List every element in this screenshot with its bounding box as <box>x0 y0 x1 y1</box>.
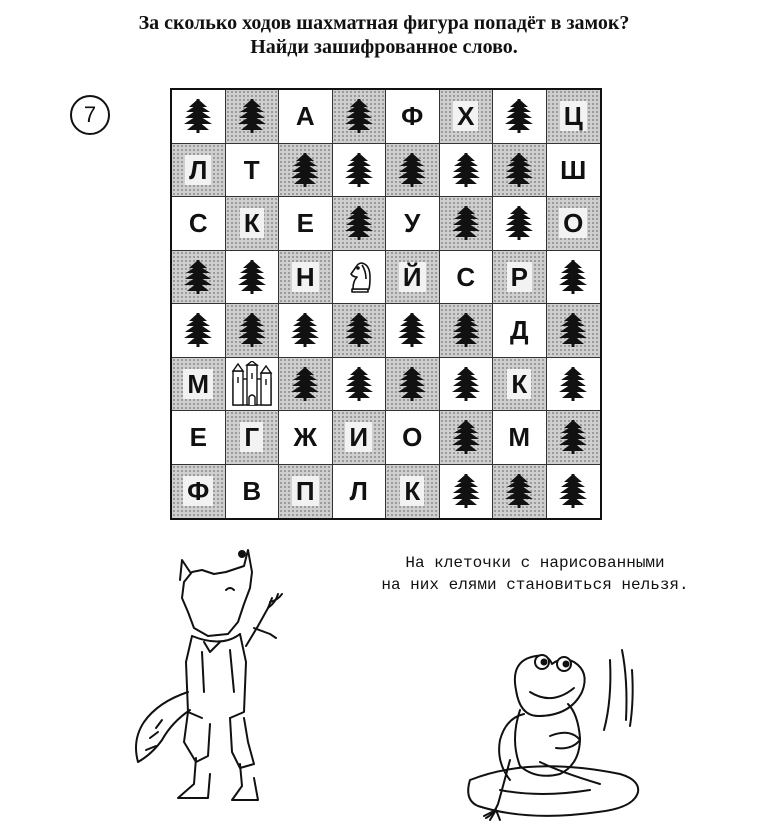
board-cell-tree <box>333 90 387 144</box>
board-cell-letter <box>440 251 494 305</box>
fir-tree-icon <box>502 204 536 242</box>
board-cell-letter <box>226 465 280 519</box>
fir-tree-icon <box>502 472 536 510</box>
fir-tree-icon <box>556 258 590 296</box>
fir-tree-icon <box>502 97 536 135</box>
cell-letter: Й <box>399 262 426 292</box>
board-cell-tree <box>547 465 601 519</box>
fox-illustration <box>130 542 310 827</box>
board-cell-letter <box>279 90 333 144</box>
board-cell-tree <box>386 144 440 198</box>
fir-tree-icon <box>556 418 590 456</box>
board-cell-tree <box>333 358 387 412</box>
fir-tree-icon <box>395 151 429 189</box>
fir-tree-icon <box>288 365 322 403</box>
board-cell-letter <box>547 90 601 144</box>
fir-tree-icon <box>181 97 215 135</box>
board-cell-letter <box>172 358 226 412</box>
task-title-line-2: Найди зашифрованное слово. <box>250 36 518 58</box>
board-cell-tree <box>547 304 601 358</box>
cell-letter: К <box>240 208 264 238</box>
cell-letter: Н <box>292 262 319 292</box>
rule-note-line-1: На клеточки с нарисованными <box>405 554 665 572</box>
cell-letter: С <box>452 262 479 292</box>
board-cell-tree <box>226 90 280 144</box>
board-cell-castle <box>226 358 280 412</box>
board-cell-tree <box>440 144 494 198</box>
board-cell-tree <box>440 197 494 251</box>
board-cell-tree <box>226 251 280 305</box>
cell-letter: М <box>504 422 534 452</box>
rule-note-line-2: на них елями становиться нельзя. <box>381 576 689 594</box>
frog-illustration <box>460 640 660 835</box>
fir-tree-icon <box>449 418 483 456</box>
cell-letter: П <box>292 476 319 506</box>
fir-tree-icon <box>235 97 269 135</box>
board-cell-tree <box>333 304 387 358</box>
board-cell-tree <box>547 358 601 412</box>
fir-tree-icon <box>395 311 429 349</box>
fir-tree-icon <box>235 311 269 349</box>
board-cell-letter <box>493 411 547 465</box>
cell-letter: Д <box>506 315 533 345</box>
puzzle-number-badge: 7 <box>70 95 110 135</box>
cell-letter: С <box>185 208 212 238</box>
cell-letter: И <box>345 422 372 452</box>
fir-tree-icon <box>342 97 376 135</box>
cell-letter: Р <box>507 262 532 292</box>
rule-note <box>355 552 715 596</box>
board-cell-tree <box>493 197 547 251</box>
board-cell-letter <box>493 304 547 358</box>
board-cell-letter <box>279 465 333 519</box>
cell-letter: Ф <box>397 101 427 131</box>
board-cell-letter <box>172 411 226 465</box>
board-cell-letter <box>172 197 226 251</box>
board-cell-tree <box>440 358 494 412</box>
board-cell-tree <box>547 411 601 465</box>
board-cell-letter <box>493 358 547 412</box>
cell-letter: Ш <box>556 155 590 185</box>
board-cell-tree <box>172 251 226 305</box>
board-cell-tree <box>279 144 333 198</box>
cell-letter: Е <box>186 422 211 452</box>
cell-letter: Т <box>240 155 264 185</box>
cell-letter: Г <box>240 422 263 452</box>
board-cell-letter <box>279 197 333 251</box>
board-cell-letter <box>333 411 387 465</box>
fir-tree-icon <box>181 258 215 296</box>
board-cell-tree <box>279 304 333 358</box>
castle-icon <box>230 361 274 407</box>
cell-letter: Ф <box>183 476 213 506</box>
board-cell-letter <box>547 144 601 198</box>
fir-tree-icon <box>556 472 590 510</box>
cell-letter: О <box>398 422 426 452</box>
board-cell-tree <box>172 90 226 144</box>
board-cell-knight <box>333 251 387 305</box>
board-cell-tree <box>386 304 440 358</box>
cell-letter: Е <box>293 208 318 238</box>
cell-letter: У <box>400 208 424 238</box>
fir-tree-icon <box>395 365 429 403</box>
board-cell-letter <box>440 90 494 144</box>
board-cell-tree <box>333 197 387 251</box>
board-cell-letter <box>386 465 440 519</box>
board-cell-letter <box>386 90 440 144</box>
cell-letter: Ж <box>290 422 322 452</box>
board-cell-tree <box>493 144 547 198</box>
board-cell-tree <box>386 358 440 412</box>
fir-tree-icon <box>288 311 322 349</box>
chess-knight-icon <box>344 259 374 295</box>
fir-tree-icon <box>342 365 376 403</box>
fir-tree-icon <box>449 204 483 242</box>
board-cell-letter <box>279 411 333 465</box>
fir-tree-icon <box>502 151 536 189</box>
board-cell-tree <box>226 304 280 358</box>
fir-tree-icon <box>181 311 215 349</box>
board-cell-letter <box>547 197 601 251</box>
fir-tree-icon <box>449 472 483 510</box>
cell-letter: К <box>507 369 531 399</box>
board-cell-letter <box>386 197 440 251</box>
task-title-line-1: За сколько ходов шахматная фигура попадёт в замок? <box>138 12 630 34</box>
fir-tree-icon <box>235 258 269 296</box>
fir-tree-icon <box>342 204 376 242</box>
board-cell-letter <box>386 411 440 465</box>
fir-tree-icon <box>449 365 483 403</box>
board-cell-letter <box>333 465 387 519</box>
cell-letter: О <box>559 208 587 238</box>
fir-tree-icon <box>449 311 483 349</box>
fir-tree-icon <box>342 311 376 349</box>
board-cell-tree <box>547 251 601 305</box>
fir-tree-icon <box>288 151 322 189</box>
fir-tree-icon <box>556 311 590 349</box>
board-cell-letter <box>172 465 226 519</box>
cell-letter: В <box>238 476 265 506</box>
board-cell-tree <box>440 411 494 465</box>
fir-tree-icon <box>449 151 483 189</box>
chess-board <box>170 88 602 520</box>
fir-tree-icon <box>556 365 590 403</box>
fir-tree-icon <box>342 151 376 189</box>
board-cell-letter <box>279 251 333 305</box>
board-cell-tree <box>440 465 494 519</box>
board-cell-tree <box>172 304 226 358</box>
board-cell-letter <box>172 144 226 198</box>
cell-letter: Л <box>185 155 211 185</box>
board-cell-tree <box>279 358 333 412</box>
board-cell-letter <box>226 144 280 198</box>
board-cell-letter <box>226 411 280 465</box>
cell-letter: Х <box>453 101 478 131</box>
board-cell-tree <box>493 465 547 519</box>
board-cell-tree <box>440 304 494 358</box>
cell-letter: Л <box>346 476 372 506</box>
cell-letter: М <box>183 369 213 399</box>
board-cell-letter <box>386 251 440 305</box>
board-cell-tree <box>493 90 547 144</box>
board-cell-letter <box>226 197 280 251</box>
cell-letter: К <box>400 476 424 506</box>
cell-letter: А <box>292 101 319 131</box>
board-cell-tree <box>333 144 387 198</box>
cell-letter: Ц <box>560 101 587 131</box>
board-cell-letter <box>493 251 547 305</box>
